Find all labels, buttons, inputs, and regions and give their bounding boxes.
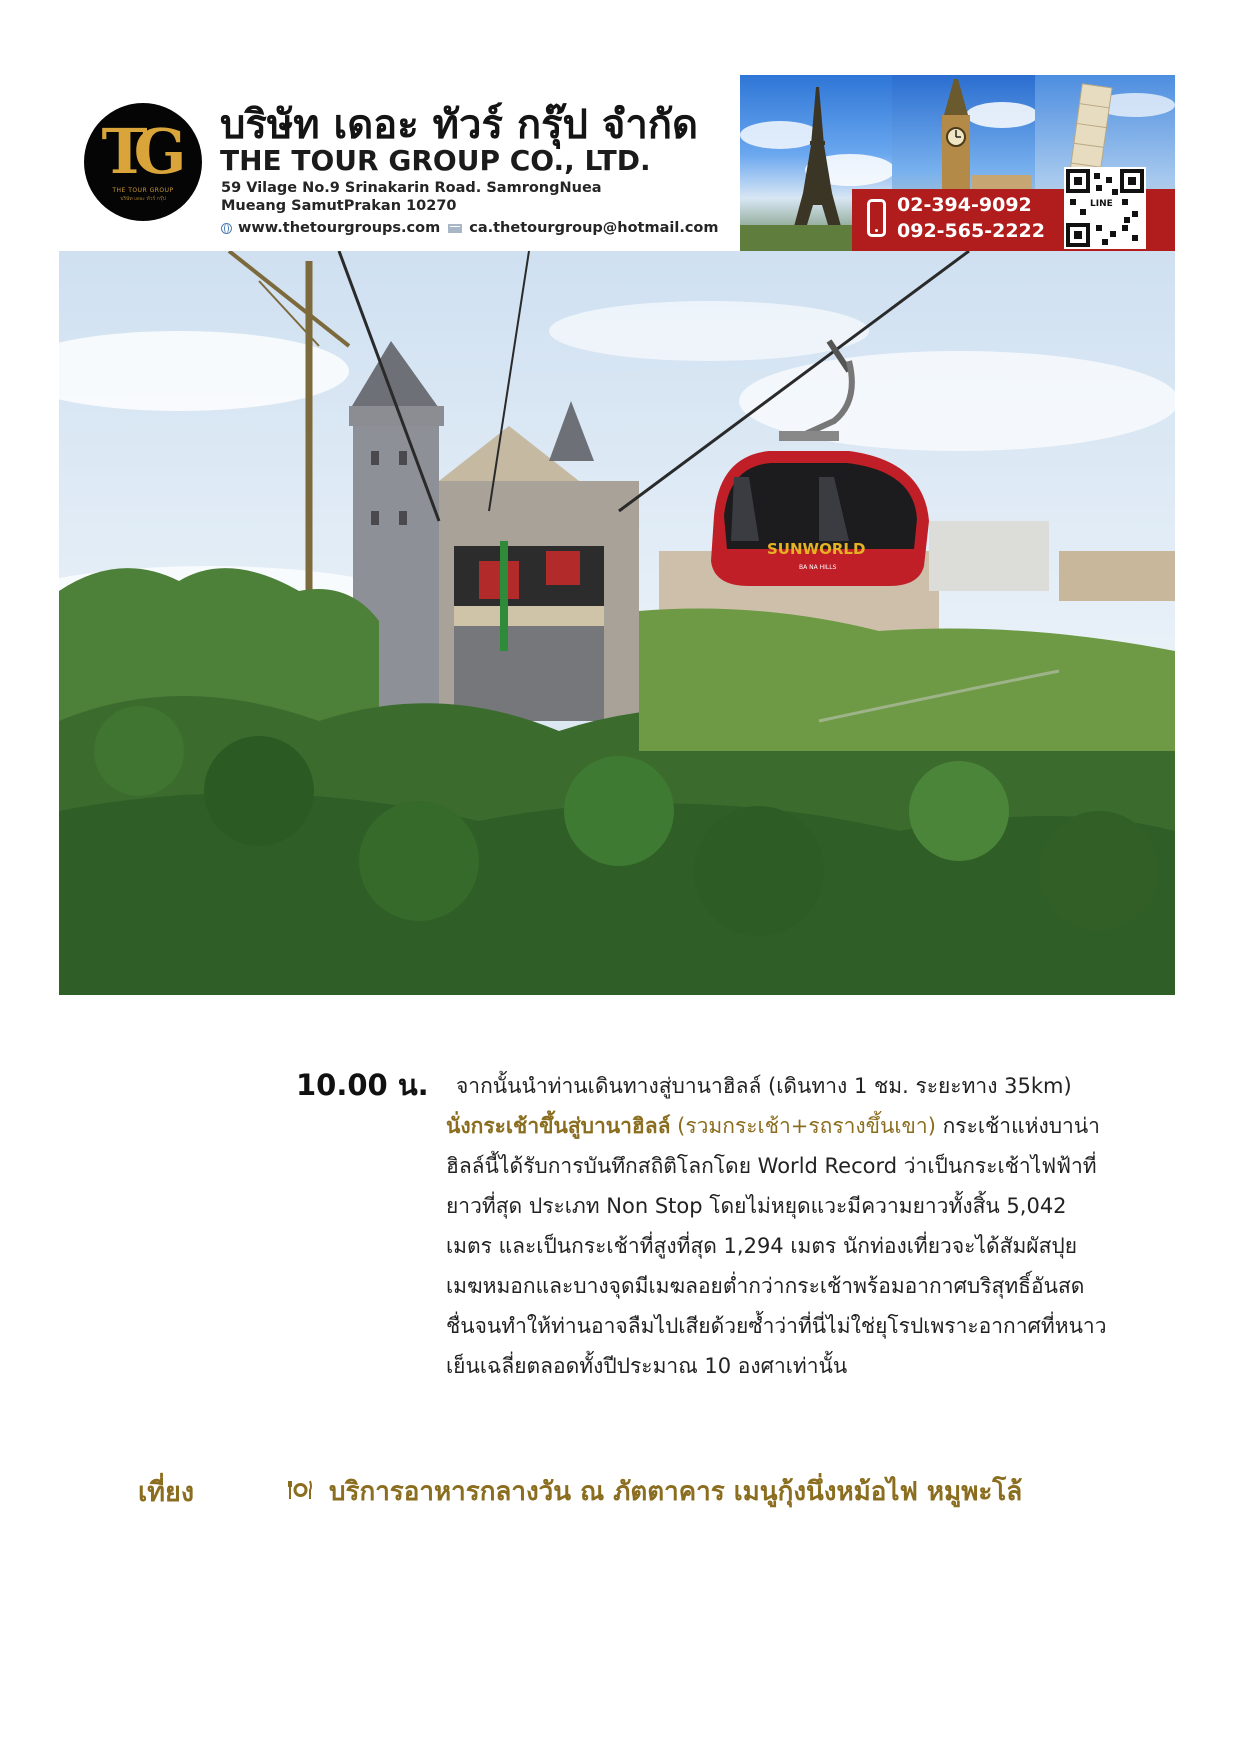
itinerary-line-6: เมฆหมอกและบางจุดมีเมฆลอยต่ำกว่ากระเช้าพร้อมอากาศบริสุทธิ์อันสด	[446, 1274, 1085, 1298]
construction-crane	[229, 251, 349, 591]
itinerary-line-3: ฮิลล์นี้ได้รับการบันทึกสถิติโลกโดย World Record ว่าเป็นกระเช้าไฟฟ้าที่	[446, 1154, 1097, 1178]
company-name-th: บริษัท เดอะ ทัวร์ กรุ๊ป จำกัด	[220, 102, 698, 148]
company-logo	[84, 103, 202, 221]
phone-number-1[interactable]: 02-394-9092	[897, 194, 1032, 216]
qr-label: LINE	[1090, 199, 1113, 209]
mail-icon	[448, 224, 462, 233]
company-name-en: THE TOUR GROUP CO., LTD.	[220, 144, 651, 177]
meal-icon	[288, 1478, 312, 1502]
gondola-brand: SUNWORLD	[767, 540, 866, 558]
cable-car-note: (รวมกระเช้า+รถรางขึ้นเขา)	[670, 1114, 936, 1138]
line-qr-code[interactable]	[1064, 167, 1146, 249]
itinerary-line-1: จากนั้นนำท่านเดินทางสู่บานาฮิลล์ (เดินทาง 1 ชม. ระยะทาง 35km)	[456, 1074, 1072, 1098]
website-link[interactable]: www.thetourgroups.com	[238, 220, 441, 236]
address-line-1: 59 Vilage No.9 Srinakarin Road. SamrongNuea	[221, 180, 602, 196]
email-link[interactable]: ca.thetourgroup@hotmail.com	[469, 220, 719, 236]
lunch-description: บริการอาหารกลางวัน ณ ภัตตาคาร เมนูกุ้งนึ่งหม้อไฟ หมูพะโล้	[329, 1477, 1023, 1507]
logo-mark: TG	[101, 115, 173, 188]
phone-number-2[interactable]: 092-565-2222	[897, 220, 1045, 242]
itinerary-line-8: เย็นเฉลี่ยตลอดทั้งปีประมาณ 10 องศาเท่านั้น	[446, 1354, 848, 1378]
phone-icon	[867, 199, 886, 237]
logo-subtext-th: บริษัท เดอะ ทัวร์ กรุ๊ป	[120, 196, 166, 202]
itinerary-line-4: ยาวที่สุด ประเภท Non Stop โดยไม่หยุดแวะมีความยาวทั้งสิ้น 5,042	[446, 1194, 1067, 1218]
logo-subtext: THE TOUR GROUP	[112, 187, 174, 194]
globe-icon	[221, 223, 232, 234]
itinerary-line-2-rest: กระเช้าแห่งบาน่า	[935, 1114, 1100, 1138]
itinerary-line-7: ชื่นจนทำให้ท่านอาจลืมไปเสียด้วยซ้ำว่าที่นี่ไม่ใช่ยุโรปเพราะอากาศที่หนาว	[446, 1314, 1107, 1338]
contact-row	[221, 220, 719, 236]
ba-na-hills-cable-car-photo	[59, 251, 1175, 995]
lunch-label: เที่ยง	[138, 1477, 195, 1508]
itinerary-line-2	[446, 1110, 1100, 1143]
contact-banner	[740, 75, 1175, 251]
schedule-time: 10.00 น.	[296, 1068, 429, 1102]
address-line-2: Mueang SamutPrakan 10270	[221, 198, 457, 214]
itinerary-line-5: เมตร และเป็นกระเช้าที่สูงที่สุด 1,294 เมตร นักท่องเที่ยวจะได้สัมผัสปุย	[446, 1234, 1078, 1258]
cable-car-highlight: นั่งกระเช้าขึ้นสู่บานาฮิลล์	[446, 1114, 671, 1138]
cable-car-scene	[59, 251, 1175, 995]
gondola-sub: BA NA HILLS	[799, 564, 837, 571]
